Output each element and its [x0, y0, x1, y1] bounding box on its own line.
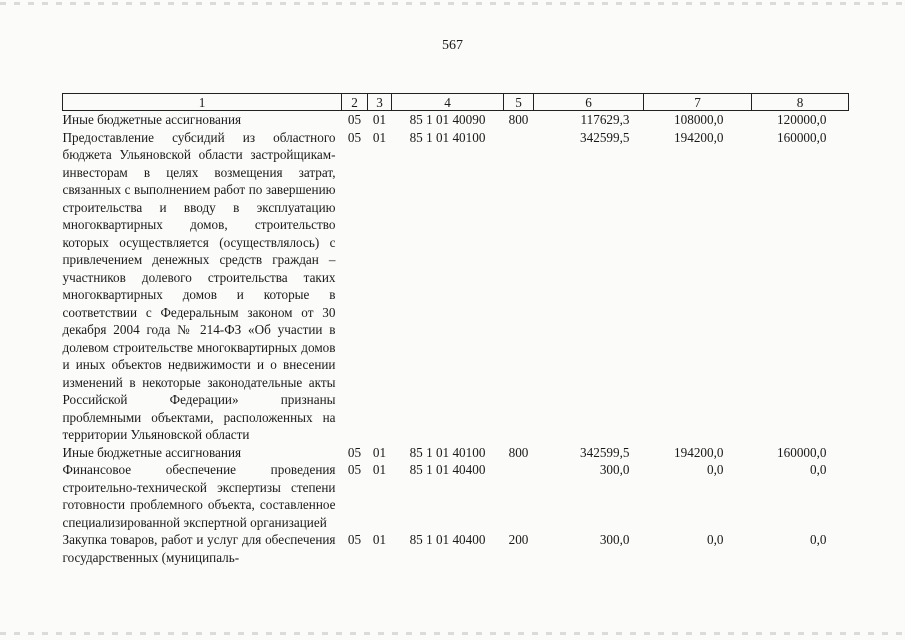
- row-year2: 0,0: [707, 462, 724, 477]
- header-row: [63, 94, 849, 111]
- row-csr: 85 1 01 40400: [409, 532, 486, 547]
- row-csr: 85 1 01 40090: [409, 112, 486, 127]
- row-vr: 800: [508, 444, 529, 460]
- table-row: [63, 111, 849, 129]
- row-pr: 01: [372, 462, 387, 477]
- row-year3: 0,0: [810, 462, 827, 477]
- row-csr: 85 1 01 40400: [409, 462, 486, 477]
- row-rz: 05: [347, 444, 362, 460]
- scan-edge-top: [0, 2, 905, 5]
- row-name: Финансовое обеспечение проведения строительно-технической экспертизы степени готовности проблемного объекта, составленное специализированной экспертной организацией: [62, 462, 336, 530]
- row-vr: [504, 461, 534, 531]
- scan-edge-bottom: [0, 632, 905, 635]
- row-name: Закупка товаров, работ и услуг для обеспечения государственных (муниципаль-: [62, 532, 336, 565]
- row-pr: 01: [372, 532, 387, 547]
- row-year1: 300,0: [599, 532, 630, 547]
- row-name: Предоставление субсидий из областного бюджета Ульяновской области застройщикам-инвесторам в целях возмещения затрат, связанных с выполнением работ по завершению строительства и вводу в эксплуатацию многоквартирных домов, строительство которых осуществляется (осуществлялось) с привлечением денежных средств граждан – участников долевого строительства таких многоквартирных домов и которые в соответствии с Федеральным законом от 30 декабря 2004 года № 214-ФЗ «Об участии в долевом строительстве многоквартирных домов и иных объектов недвижимости и о внесении изменений в некоторые законодательные акты Российской Федерации» признаны проблемными объектами, расположенных на территории Ульяновской области: [62, 129, 336, 442]
- row-year1: 342599,5: [580, 129, 630, 145]
- col-header-1: 1: [63, 94, 342, 111]
- table-row: [63, 531, 849, 566]
- row-vr: 800: [508, 112, 529, 127]
- table-row: [63, 461, 849, 531]
- row-rz: 05: [347, 462, 362, 477]
- row-csr: 85 1 01 40100: [409, 444, 486, 460]
- row-rz: 05: [347, 129, 362, 145]
- row-year3: 160000,0: [777, 129, 827, 145]
- col-header-3: 3: [368, 94, 392, 111]
- table-row: [63, 444, 849, 462]
- row-name: Иные бюджетные ассигнования: [62, 112, 242, 127]
- table-row: [63, 129, 849, 444]
- row-year1: 342599,5: [580, 444, 630, 460]
- row-csr: 85 1 01 40100: [409, 129, 486, 145]
- row-year2: 108000,0: [674, 112, 724, 127]
- row-pr: 01: [372, 444, 387, 460]
- col-header-8: 8: [752, 94, 849, 111]
- row-rz: 05: [347, 532, 362, 547]
- row-vr: [504, 129, 534, 444]
- row-pr: 01: [372, 129, 387, 145]
- row-year1: 300,0: [599, 462, 630, 477]
- col-header-5: 5: [504, 94, 534, 111]
- col-header-4: 4: [392, 94, 504, 111]
- budget-table: [62, 93, 849, 566]
- row-year2: 0,0: [707, 532, 724, 547]
- row-year1: 117629,3: [580, 112, 630, 127]
- col-header-6: 6: [534, 94, 644, 111]
- row-year2: 194200,0: [674, 444, 724, 460]
- row-year3: 160000,0: [777, 444, 827, 460]
- col-header-2: 2: [342, 94, 368, 111]
- row-year3: 120000,0: [777, 112, 827, 127]
- row-rz: 05: [347, 112, 362, 127]
- page-number: 567: [442, 38, 463, 53]
- row-year3: 0,0: [810, 532, 827, 547]
- row-vr: 200: [508, 532, 529, 547]
- col-header-7: 7: [644, 94, 752, 111]
- row-name: Иные бюджетные ассигнования: [62, 444, 242, 460]
- row-pr: 01: [372, 112, 387, 127]
- row-year2: 194200,0: [674, 129, 724, 145]
